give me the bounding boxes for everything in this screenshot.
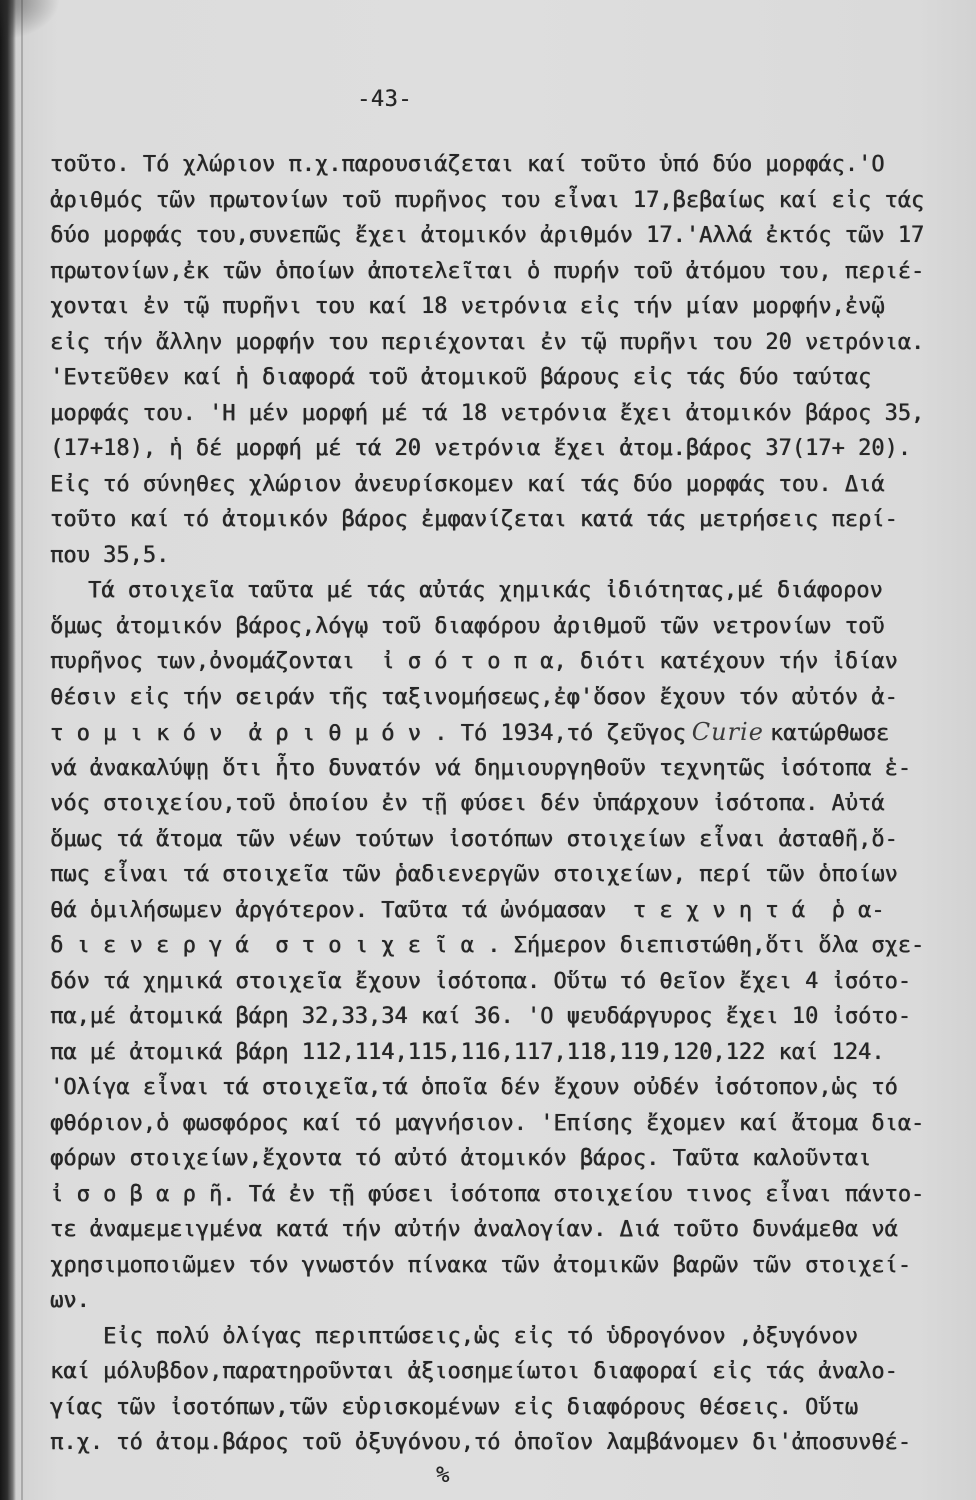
text-line: μορφάς του. 'Η μέν μορφή μέ τά 18 νετρόνια ἔχει ἀτομικόν βάρος 35,: [50, 400, 925, 426]
text-line: φθόριον,ὁ φωσφόρος καί τό μαγνήσιον. 'Επίσης ἔχομεν καί ἄτομα δια-: [50, 1110, 925, 1136]
page-edge-line: [21, 0, 23, 1500]
text-line: χρησιμοποιῶμεν τόν γνωστόν πίνακα τῶν ἀτομικῶν βαρῶν τῶν στοιχεί-: [50, 1252, 911, 1278]
typewritten-body: [50, 147, 950, 1461]
text-line: δόν τά χημικά στοιχεῖα ἔχουν ἰσότοπα. Οὕτω τό θεῖον ἔχει 4 ἰσότο-: [50, 968, 911, 994]
text-line: πα μέ ἀτομικά βάρη 112,114,115,116,117,118,119,120,122 καί 124.: [50, 1039, 885, 1065]
text-line: ων.: [50, 1288, 90, 1313]
paragraph-start-line: Τά στοιχεῖα ταῦτα μέ τάς αὐτάς χημικάς ἰδιότητας,μέ διάφορον: [88, 578, 883, 603]
text-line: νός στοιχείου,τοῦ ὁποίου ἐν τῇ φύσει δέν ὑπάρχουν ἰσότοπα. Αὐτά: [50, 791, 885, 816]
text-line: ὅμως ἀτομικόν βάρος,λόγῳ τοῦ διαφόρου ἀριθμοῦ τῶν νετρονίων τοῦ: [50, 613, 885, 639]
text-line: τε ἀναμεμειγμένα κατά τήν αὐτήν ἀναλογίαν. Διά τοῦτο δυνάμεθα νά: [50, 1217, 898, 1242]
text-line: π.χ. τό ἀτομ.βάρος τοῦ ὀξυγόνου,τό ὁποῖον λαμβάνομεν δι'ἀποσυνθέ-: [50, 1430, 911, 1455]
text-line: δ ι ε ν ε ρ γ ά σ τ ο ι χ ε ῖ α . Σήμερον διεπιστώθη,ὅτι ὅλα σχε-: [50, 933, 925, 958]
text-line: 'Εντεῦθεν καί ἡ διαφορά τοῦ ἀτομικοῦ βάρους εἰς τάς δύο ταύτας: [50, 365, 872, 390]
text-line: καί μόλυβδον,παρατηροῦνται ἀξιοσημείωτοι διαφοραί εἰς τάς ἀναλο-: [50, 1359, 898, 1384]
page-edge-shadow: [0, 0, 16, 1500]
text-line: χονται ἐν τῷ πυρῆνι του καί 18 νετρόνια εἰς τήν μίαν μορφήν,ἐνῷ: [50, 294, 885, 319]
handwritten-name: Curie: [691, 718, 764, 746]
text-line: ἀριθμός τῶν πρωτονίων τοῦ πυρῆνος του εἶναι 17,βεβαίως καί εἰς τάς: [50, 187, 925, 213]
text-segment: κατώρθωσε: [769, 721, 890, 746]
text-segment: τ ο μ ι κ ό ν ἀ ρ ι θ μ ό ν . Τό 1934,τό ζεῦγος: [50, 721, 686, 746]
text-line: φόρων στοιχείων,ἔχοντα τό αὐτό ἀτομικόν βάρος. Ταῦτα καλοῦνται: [50, 1146, 872, 1171]
page-number: -43-: [357, 87, 412, 112]
text-line: (17+18), ἡ δέ μορφή μέ τά 20 νετρόνια ἔχει ἀτομ.βάρος 37(17+ 20).: [50, 436, 911, 461]
text-line: τοῦτο. Τό χλώριον π.χ.παρουσιάζεται καί τοῦτο ὑπό δύο μορφάς.'Ο: [50, 152, 885, 177]
text-line: Εἰς τό σύνηθες χλώριον ἀνευρίσκομεν καί τάς δύο μορφάς του. Διά: [50, 471, 885, 497]
text-line: ὅμως τά ἄτομα τῶν νέων τούτων ἰσοτόπων στοιχείων εἶναι ἀσταθῆ,ὅ-: [50, 826, 898, 852]
paragraph-start-line: Εἰς πολύ ὀλίγας περιπτώσεις,ὡς εἰς τό ὑδρογόνον ,ὀξυγόνον: [103, 1323, 858, 1349]
text-line: πρωτονίων,ἐκ τῶν ὁποίων ἀποτελεῖται ὁ πυρήν τοῦ ἀτόμου του, περιέ-: [50, 258, 925, 284]
footer-mark: %: [436, 1463, 450, 1488]
page-corner-shade: [0, 0, 60, 40]
text-line: [50, 715, 950, 751]
text-line: πυρῆνος των,ὀνομάζονται ἰ σ ό τ ο π α, διότι κατέχουν τήν ἰδίαν: [50, 649, 898, 674]
text-line: δύο μορφάς του,συνεπῶς ἔχει ἀτομικόν ἀριθμόν 17.'Αλλά ἐκτός τῶν 17: [50, 223, 925, 248]
text-line: πως εἶναι τά στοιχεῖα τῶν ῥαδιενεργῶν στοιχείων, περί τῶν ὁποίων: [50, 862, 898, 887]
text-line: ἰ σ ο β α ρ ῆ. Τά ἐν τῇ φύσει ἰσότοπα στοιχείου τινος εἶναι πάντο-: [50, 1181, 925, 1207]
text-line: 'Ολίγα εἶναι τά στοιχεῖα,τά ὁποῖα δέν ἔχουν οὐδέν ἰσότοπον,ὡς τό: [50, 1075, 898, 1100]
text-line: πα,μέ ἀτομικά βάρη 32,33,34 καί 36. 'Ο ψευδάργυρος ἔχει 10 ἰσότο-: [50, 1004, 911, 1029]
text-line: θά ὁμιλήσωμεν ἀργότερον. Ταῦτα τά ὠνόμασαν τ ε χ ν η τ ά ῥ α-: [50, 897, 885, 923]
text-line: γίας τῶν ἰσοτόπων,τῶν εὑρισκομένων εἰς διαφόρους θέσεις. Οὕτω: [50, 1394, 858, 1420]
text-line: εἰς τήν ἄλλην μορφήν του περιέχονται ἐν τῷ πυρῆνι του 20 νετρόνια.: [50, 329, 925, 355]
text-line: που 35,5.: [50, 542, 170, 568]
text-line: θέσιν εἰς τήν σειράν τῆς ταξινομήσεως,ἐφ'ὅσον ἔχουν τόν αὐτόν ἀ-: [50, 684, 898, 710]
text-line: νά ἀνακαλύψῃ ὅτι ἦτο δυνατόν νά δημιουργηθοῦν τεχνητῶς ἰσότοπα ἑ-: [50, 755, 911, 781]
text-line: τοῦτο καί τό ἀτομικόν βάρος ἐμφανίζεται κατά τάς μετρήσεις περί-: [50, 507, 898, 532]
